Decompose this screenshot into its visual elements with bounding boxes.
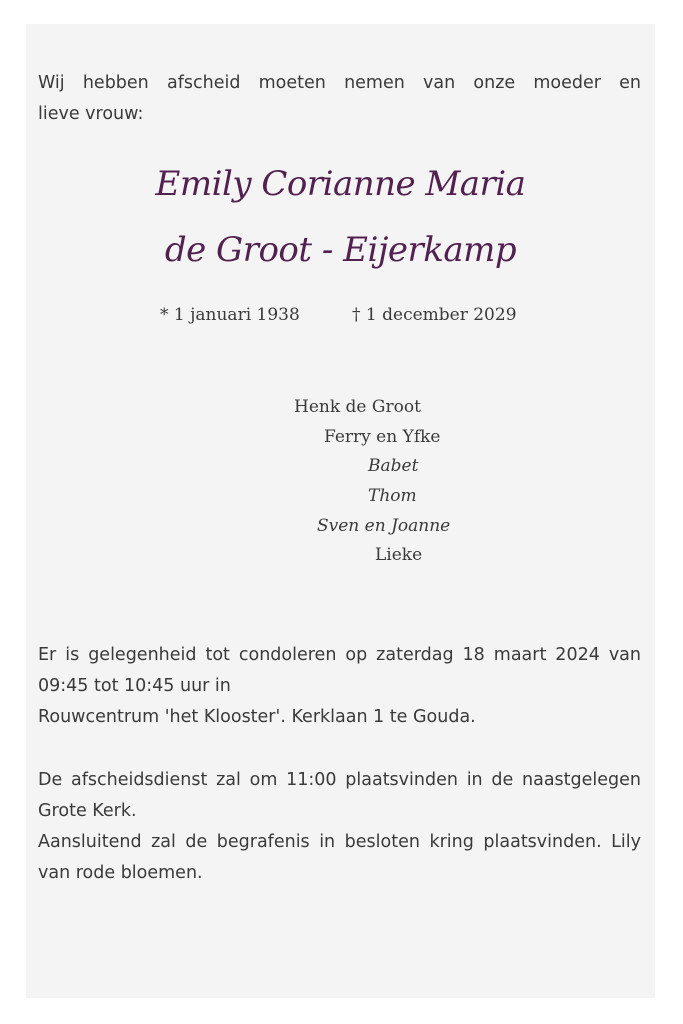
condolence-text [38,640,641,733]
death-date: † 1 december 2029 [352,305,517,325]
service-line: Aansluitend zal de begrafenis in besloten kring plaatsvinden. Lily [38,832,641,852]
family-member: Henk de Groot [294,397,421,417]
deceased-name-last: de Groot - Eijerkamp [164,230,517,270]
condolence-line: 09:45 tot 10:45 uur in [38,676,231,696]
birth-date: * 1 januari 1938 [160,305,300,325]
announcement-card [26,24,655,998]
service-text [38,765,641,889]
service-line: van rode bloemen. [38,863,203,883]
intro-line: lieve vrouw: [38,104,144,124]
condolence-line: Rouwcentrum 'het Klooster'. Kerklaan 1 te Gouda. [38,707,476,727]
service-line: De afscheidsdienst zal om 11:00 plaatsvinden in de naastgelegen [38,770,641,790]
family-member: Sven en Joanne [317,516,451,536]
family-member: Thom [368,486,417,506]
condolence-line: Er is gelegenheid tot condoleren op zaterdag 18 maart 2024 van [38,645,641,665]
deceased-name-first: Emily Corianne Maria [155,164,526,204]
family-member: Babet [368,456,419,476]
family-member: Lieke [375,545,423,565]
intro-text [38,68,641,130]
family-member: Ferry en Yfke [324,427,441,447]
intro-line: Wij hebben afscheid moeten nemen van onze moeder en [38,73,641,93]
service-line: Grote Kerk. [38,801,137,821]
